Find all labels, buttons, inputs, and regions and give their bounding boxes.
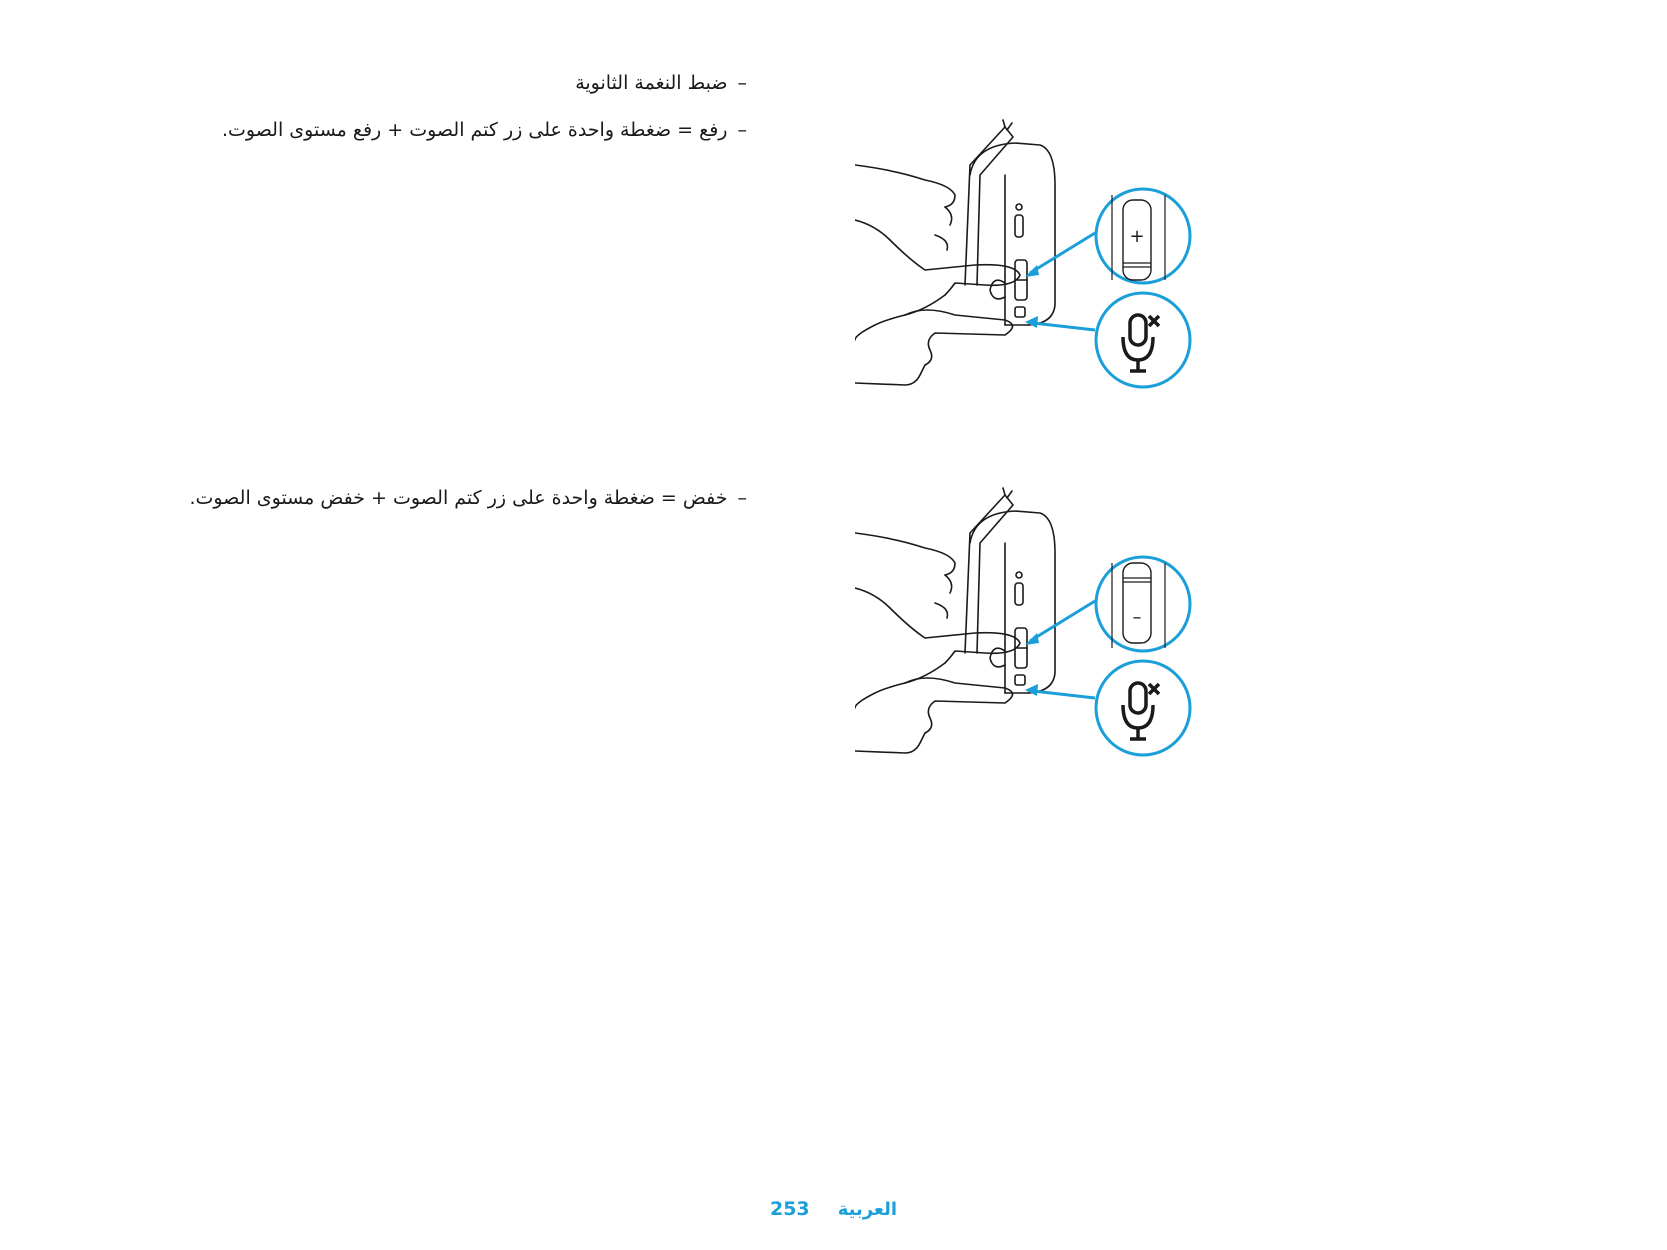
headset-figure-volume-down	[855, 483, 1215, 773]
headset-illustration	[855, 483, 1215, 773]
list-dash: –	[737, 487, 747, 509]
callout-circle-mic	[1096, 661, 1190, 755]
instruction-lower	[189, 485, 747, 511]
instruction-text: رفع = ضغطة واحدة على زر كتم الصوت + رفع مستوى الصوت.	[221, 119, 728, 141]
callout-line-volume	[1030, 233, 1095, 273]
callout-line-volume	[1030, 601, 1095, 641]
minus-icon: –	[1132, 607, 1142, 628]
instruction-raise	[222, 117, 747, 143]
page-footer	[0, 1198, 1667, 1220]
instruction-text: خفض = ضغطة واحدة على زر كتم الصوت + خفض مستوى الصوت.	[189, 487, 728, 509]
list-dash: –	[737, 72, 747, 94]
callout-line-mic	[1033, 323, 1095, 330]
headset-figure-volume-up	[855, 115, 1215, 405]
headset-drawing	[855, 120, 1055, 385]
callout-line-mic	[1033, 691, 1095, 698]
instruction-secondary-tone	[575, 70, 747, 96]
plus-icon: +	[1129, 226, 1145, 247]
instruction-text: ضبط النغمة الثانوية	[575, 72, 728, 94]
page-number: 253	[769, 1198, 810, 1220]
language-label: العربية	[837, 1199, 898, 1220]
headset-illustration	[855, 115, 1215, 405]
callout-circle-mic	[1096, 293, 1190, 387]
list-dash: –	[737, 119, 747, 141]
callout-arrow-mic	[1025, 316, 1038, 328]
callout-circle-volume	[1096, 557, 1190, 651]
callout-arrow-mic	[1025, 684, 1038, 696]
headset-drawing	[855, 488, 1055, 753]
